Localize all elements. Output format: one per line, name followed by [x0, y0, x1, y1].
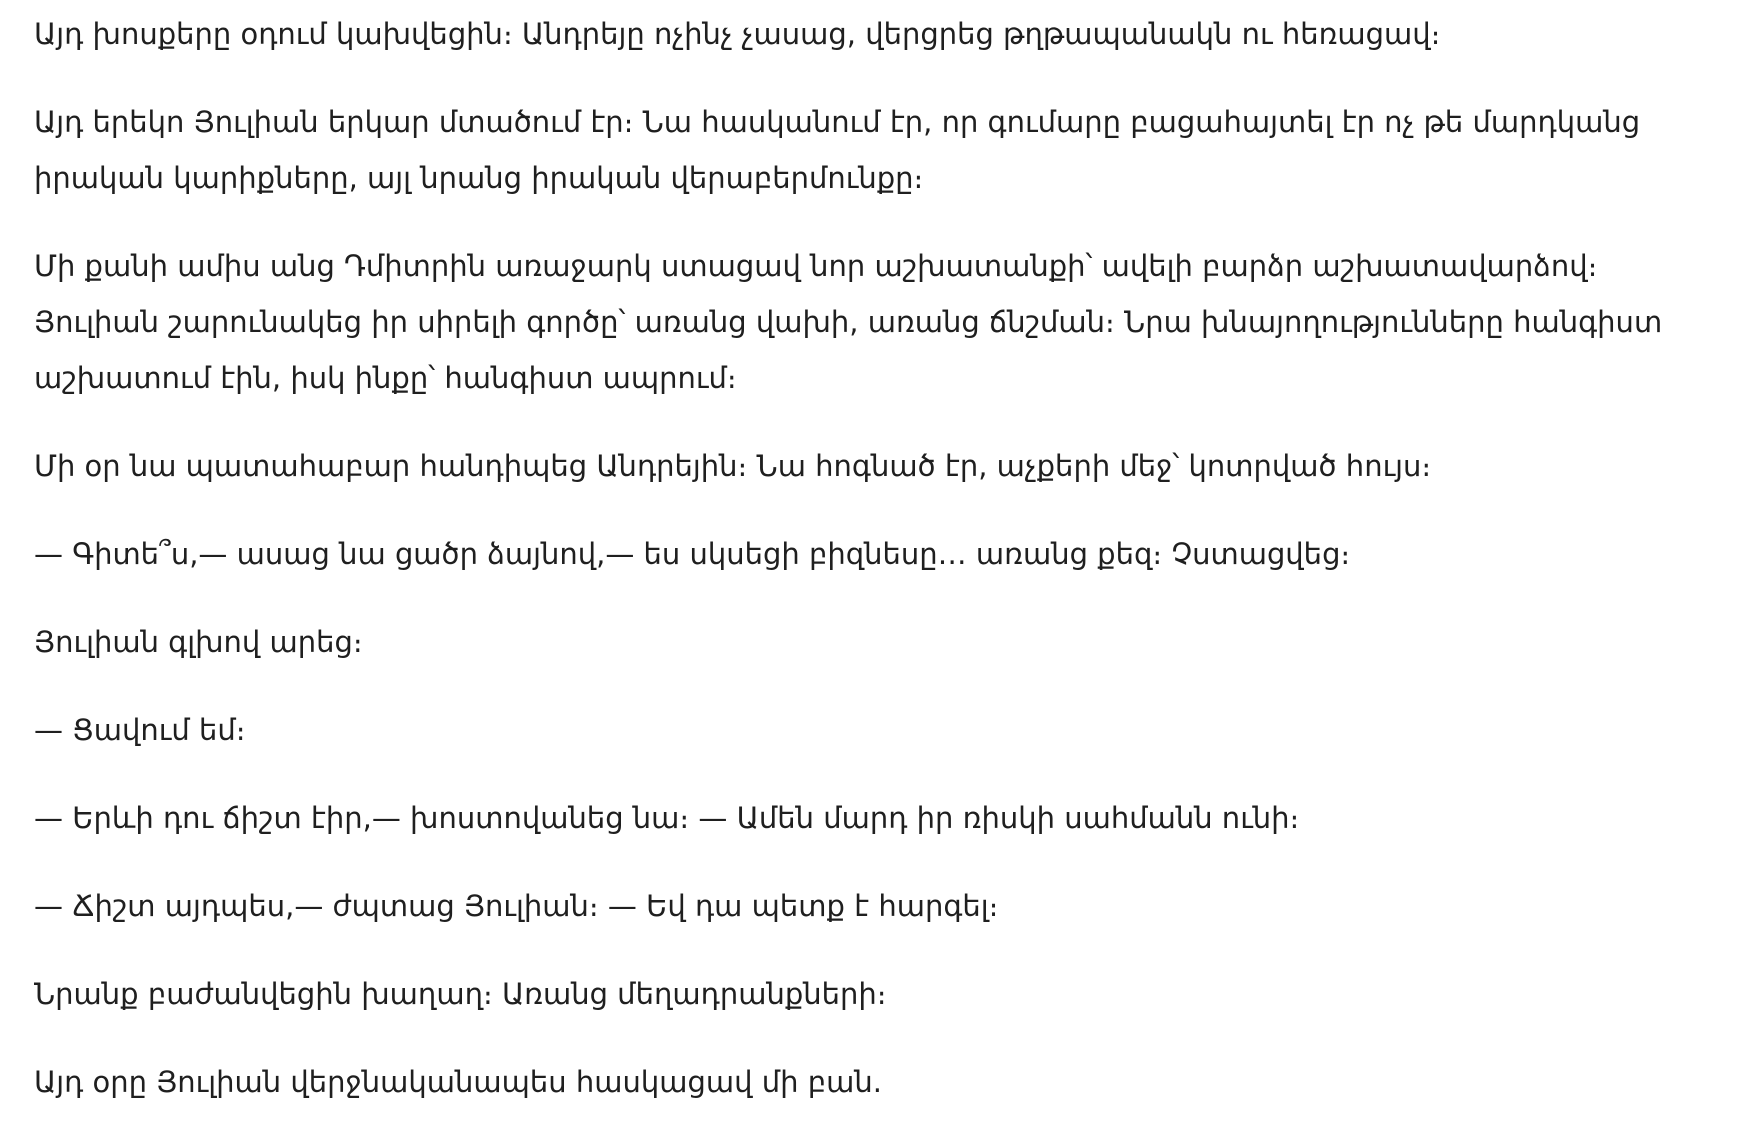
paragraph-8: — Երևի դու ճիշտ էիր,— խոստովանեց նա։ — Ամեն մարդ իր ռիսկի սահմանն ունի։	[34, 801, 1300, 835]
paragraph-1: Այդ խոսքերը օդում կախվեցին։ Անդրեյը ոչինչ չասաց, վերցրեց թղթապանակն ու հեռացավ։	[34, 17, 1441, 51]
paragraph-9: — Ճիշտ այդպես,— ժպտաց Յուլիան։ — Եվ դա պետք է հարգել։	[34, 889, 999, 923]
paragraph-3: Մի քանի ամիս անց Դմիտրին առաջարկ ստացավ նոր աշխատանքի՝ ավելի բարձր աշխատավարձով։ Յուլիան շարունակեց իր սիրելի գործը՝ առանց վախի, առանց ճնշման։ Նրա խնայողությունները հանգիստ աշխատում էին, իսկ ինքը՝ հանգիստ ապրում։	[34, 249, 1663, 395]
paragraph-4: Մի օր նա պատահաբար հանդիպեց Անդրեյին։ Նա հոգնած էր, աչքերի մեջ՝ կոտրված հույս։	[34, 449, 1432, 483]
paragraph-11: Այդ օրը Յուլիան վերջնականապես հասկացավ մի բան.	[34, 1065, 882, 1099]
paragraph-10: Նրանք բաժանվեցին խաղաղ։ Առանց մեղադրանքների։	[34, 977, 887, 1011]
paragraph-2: Այդ երեկո Յուլիան երկար մտածում էր։ Նա հասկանում էր, որ գումարը բացահայտել էր ոչ թե մարդկանց իրական կարիքները, այլ նրանց իրական վերաբերմունքը։	[34, 105, 1641, 195]
document-body	[34, 6, 1714, 1142]
paragraph-7: — Ցավում եմ։	[34, 713, 246, 747]
paragraph-5: — Գիտե՞ս,— ասաց նա ցածր ձայնով,— ես սկսեցի բիզնեսը… առանց քեզ։ Չստացվեց։	[34, 537, 1351, 571]
paragraph-6: Յուլիան գլխով արեց։	[34, 625, 363, 659]
